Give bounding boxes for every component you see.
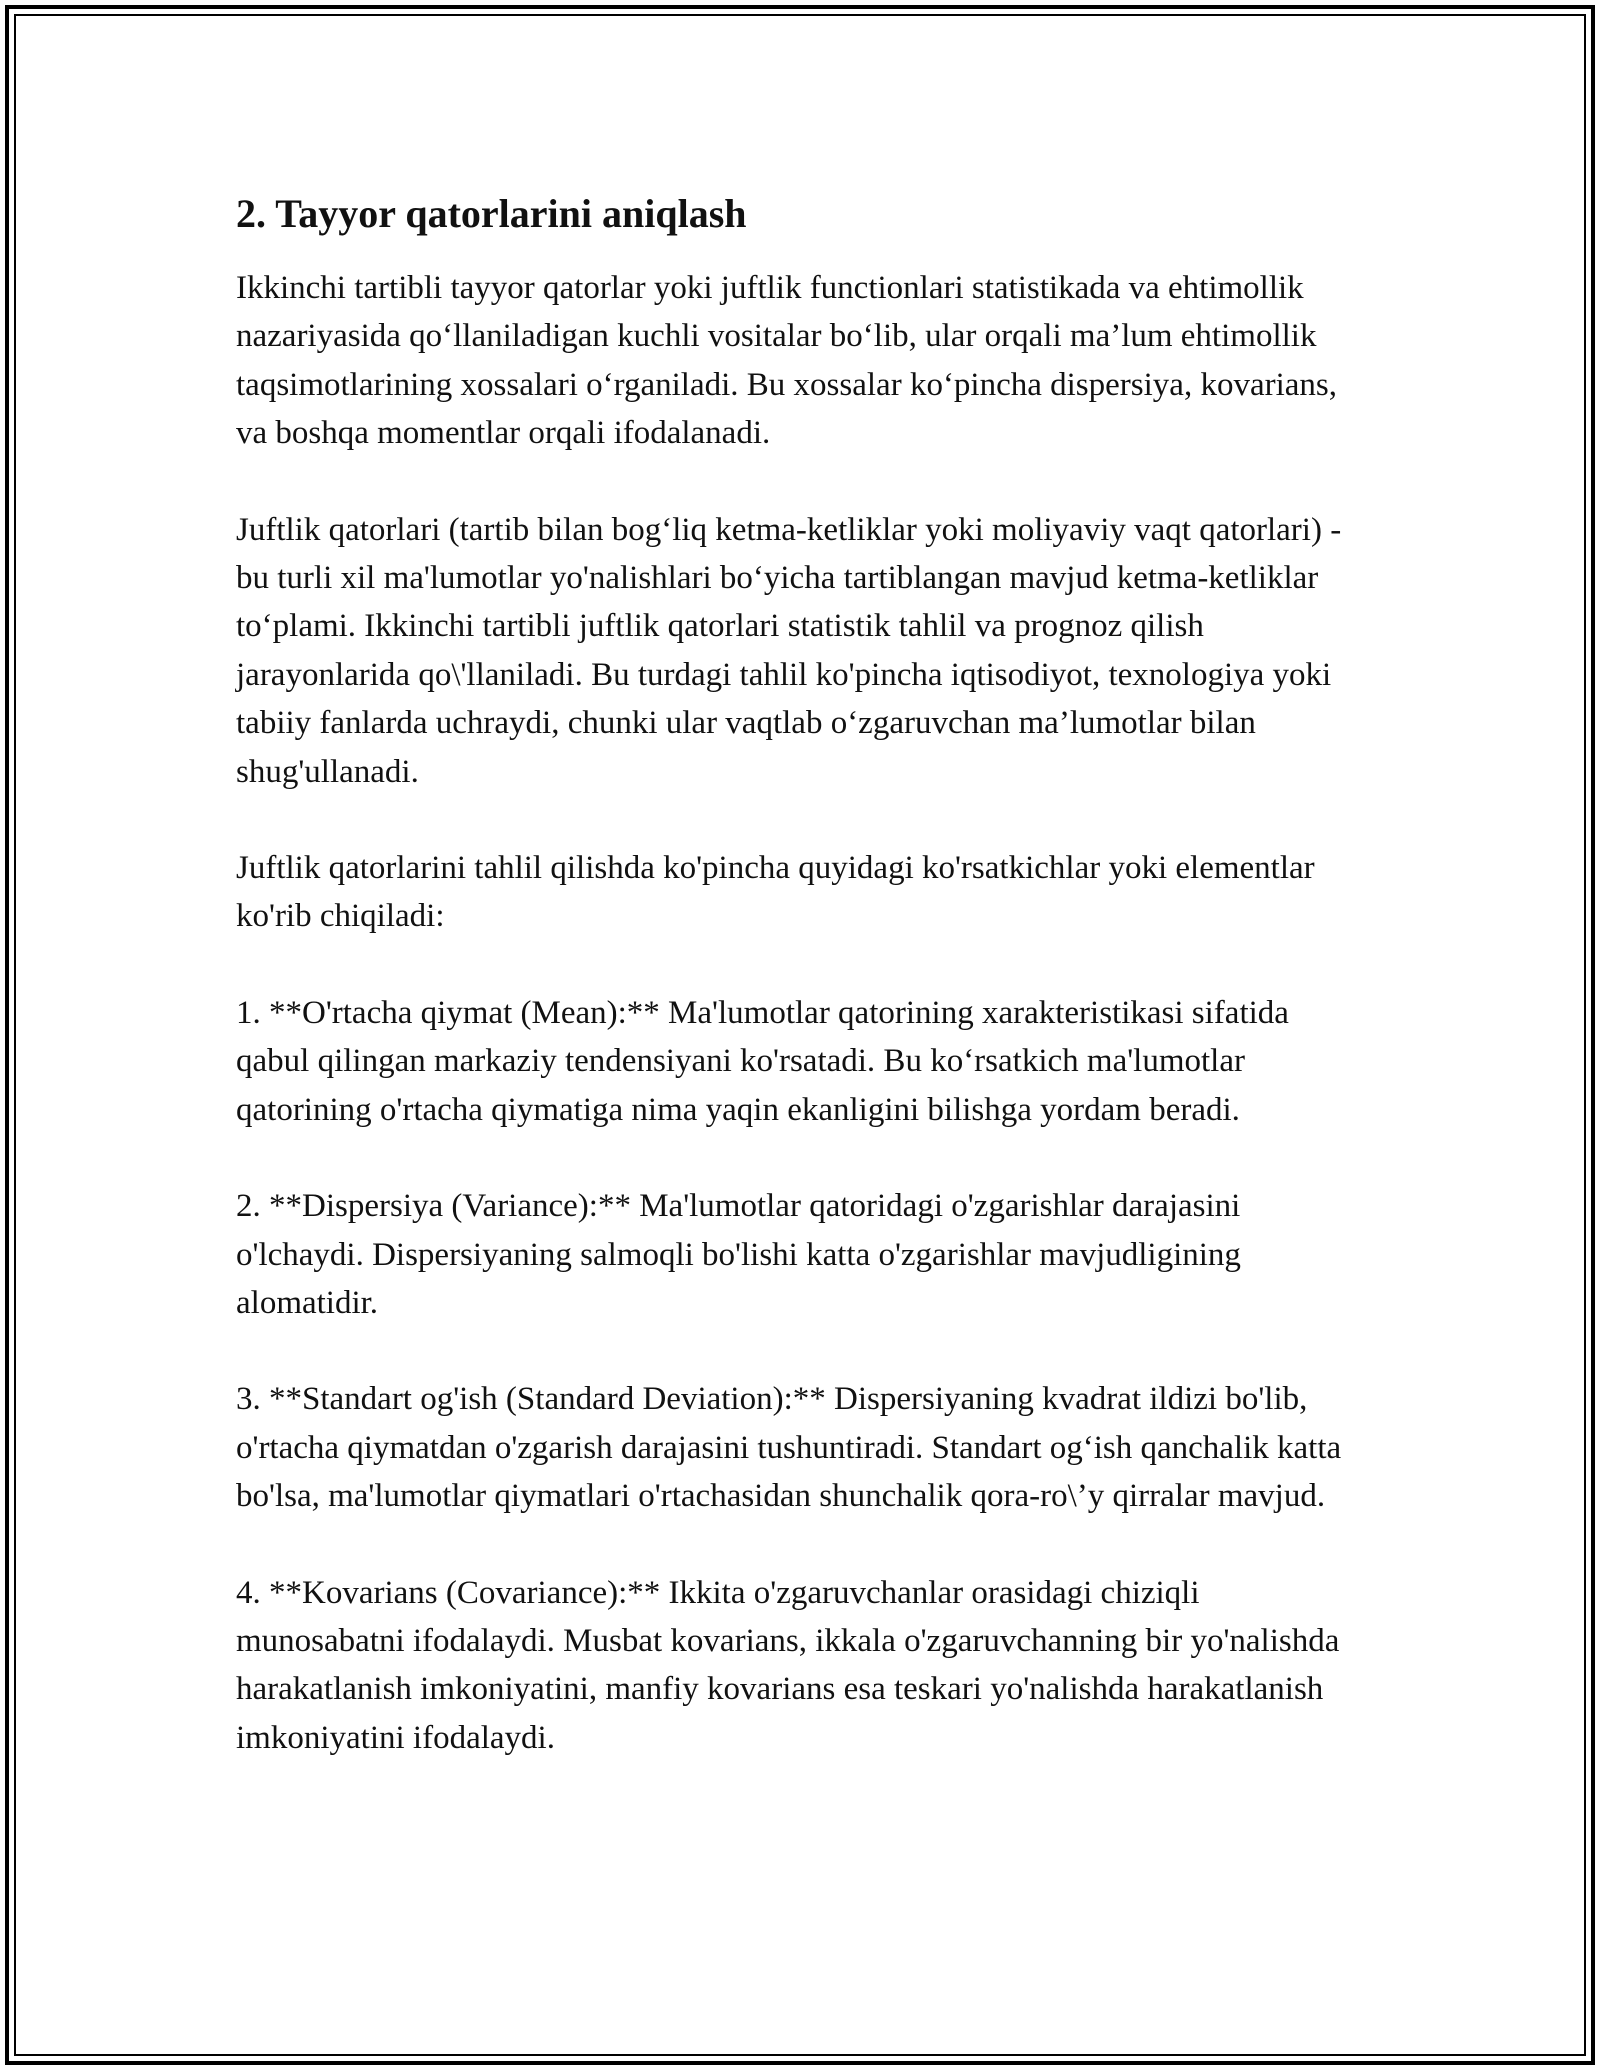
list-item-standard-deviation: 3. **Standart og'ish (Standard Deviation):** Dispersiyaning kvadrat ildizi bo'lib, o'rtacha qiymatdan o'zgarish darajasini tushuntiradi. Standart og‘ish qanchalik katta bo'lsa, ma'lumotlar qiymatlari o'rtachasidan shunchalik qora-ro\’y qirralar mavjud.	[236, 1381, 1342, 1515]
list-item-variance: 2. **Dispersiya (Variance):** Ma'lumotlar qatoridagi o'zgarishlar darajasini o'lchaydi. Dispersiyaning salmoqli bo'lishi katta o'zgarishlar mavjudligining alomatidir.	[236, 1188, 1241, 1321]
document-body	[236, 186, 1366, 1810]
section-heading: 2. Tayyor qatorlarini aniqlash	[236, 191, 747, 236]
list-item-mean: 1. **O'rtacha qiymat (Mean):** Ma'lumotlar qatorining xarakteristikasi sifatida qabul qilingan markaziy tendensiyani ko'rsatadi. Bu ko‘rsatkich ma'lumotlar qatorining o'rtacha qiymatiga nima yaqin ekanligini bilishga yordam beradi.	[236, 994, 1289, 1128]
paragraph-list-intro: Juftlik qatorlarini tahlil qilishda ko'pincha quyidagi ko'rsatkichlar yoki elementlar ko'rib chiqiladi:	[236, 850, 1315, 935]
list-item-covariance: 4. **Kovarians (Covariance):** Ikkita o'zgaruvchanlar orasidagi chiziqli munosabatni ifodalaydi. Musbat kovarians, ikkala o'zgaruvchanning bir yo'nalishda harakatlanish imkoniyatini, manfiy kovarians esa teskari yo'nalishda harakatlanish imkoniyatini ifodalaydi.	[236, 1574, 1340, 1756]
paragraph-intro: Ikkinchi tartibli tayyor qatorlar yoki juftlik functionlari statistikada va ehtimollik nazariyasida qo‘llaniladigan kuchli vositalar bo‘lib, ular orqali ma’lum ehtimollik taqsimotlarining xossalari o‘rganiladi. Bu xossalar ko‘pincha dispersiya, kovarians, va boshqa momentlar orqali ifodalanadi.	[236, 270, 1337, 452]
paragraph-juftlik-qatorlari: Juftlik qatorlari (tartib bilan bog‘liq ketma-ketliklar yoki moliyaviy vaqt qatorlari) - bu turli xil ma'lumotlar yo'nalishlari bo‘yicha tartiblangan mavjud ketma-ketliklar to‘plami. Ikkinchi tartibli juftlik qatorlari statistik tahlil va prognoz qilish jarayonlarida qo\'llaniladi. Bu turdagi tahlil ko'pincha iqtisodiyot, texnologiya yoki tabiiy fanlarda uchraydi, chunki ular vaqtlab o‘zgaruvchan ma’lumotlar bilan shug'ullanadi.	[236, 511, 1342, 790]
